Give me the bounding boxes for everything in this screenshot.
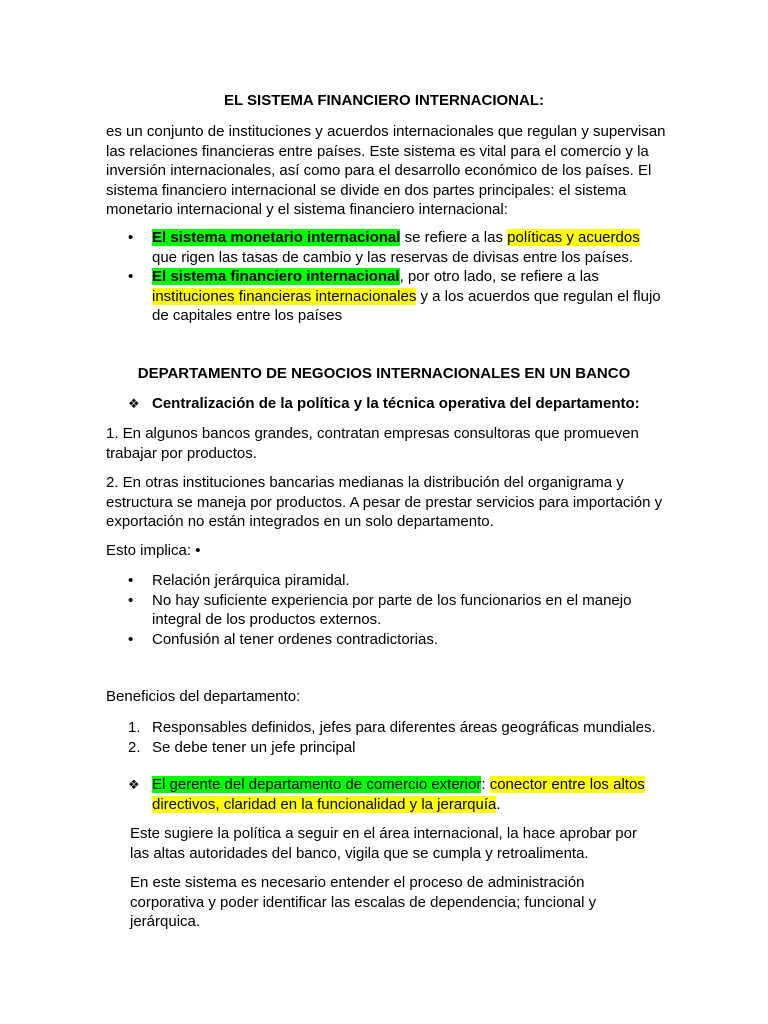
list-item <box>106 630 666 650</box>
highlighted-phrase: políticas y acuerdos <box>507 229 640 246</box>
bullet-icon: • <box>128 268 134 285</box>
list-text: : <box>481 776 490 793</box>
bullet-icon: • <box>128 630 134 648</box>
intro-paragraph: es un conjunto de instituciones y acuerdos internacionales que regulan y supervisan las relaciones financieras entre países. Este sistema es vital para el comercio y la inversión internacionales, así como para el desarrollo económico de los países. El sistema financiero internacional se divide en dos partes principales: el sistema monetario internacional y el sistema financiero internacional: <box>106 123 666 218</box>
subheading <box>106 394 666 414</box>
subheading-text: Centralización de la política y la técnica operativa del departamento: <box>152 395 640 412</box>
list-text: Responsables definidos, jefes para diferentes áreas geográficas mundiales. <box>152 719 656 736</box>
list-text: Se debe tener un jefe principal <box>152 738 356 756</box>
diamond-bullet-icon: ❖ <box>128 777 140 792</box>
gerente-list-item <box>106 775 666 814</box>
list-text: se refiere a las <box>400 229 508 246</box>
subheading-item <box>106 394 666 414</box>
paragraph-2: 2. En otras instituciones bancarias medianas la distribución del organigrama y estructura se maneja por productos. A pesar de prestar servicios para importación y exportación no están integrados en un solo departamento. <box>106 474 663 530</box>
list-item <box>106 738 666 758</box>
implica-list <box>106 571 666 649</box>
diamond-bullet-icon: ❖ <box>128 396 140 411</box>
gerente-item <box>106 775 666 814</box>
section-title-sistema-financiero: EL SISTEMA FINANCIERO INTERNACIONAL: <box>223 92 544 109</box>
list-text: , por otro lado, se refiere a las <box>399 268 599 285</box>
list-item <box>106 571 666 591</box>
list-text: y a los acuerdos que regulan el flujo de capitales entre los países <box>152 287 661 324</box>
bullet-icon: • <box>128 229 134 246</box>
list-text: Relación jerárquica piramidal. <box>152 572 350 589</box>
list-text: . <box>496 795 501 813</box>
bullet-icon: • <box>128 572 134 589</box>
paragraph-3: Este sugiere la política a seguir en el área internacional, la hace aprobar por las altas autoridades del banco, vigila que se cumpla y retroalimenta. <box>130 825 637 862</box>
section-title-departamento: DEPARTAMENTO DE NEGOCIOS INTERNACIONALES EN UN BANCO <box>137 365 631 382</box>
list-item <box>106 267 666 326</box>
list-item <box>106 718 666 738</box>
highlighted-phrase: instituciones financieras internacionales <box>152 287 417 305</box>
paragraph-4: En este sistema es necesario entender el proceso de administración corporativa y poder identificar las escalas de dependencia; funcional y jerárquica. <box>130 874 597 930</box>
beneficios-list <box>106 718 666 757</box>
bullet-icon: • <box>128 591 134 609</box>
paragraph-1: 1. En algunos bancos grandes, contratan empresas consultoras que promueven trabajar por productos. <box>106 425 639 462</box>
list-number: 1. <box>128 719 141 736</box>
sistema-bullet-list <box>106 228 666 326</box>
beneficios-label: Beneficios del departamento: <box>106 688 301 705</box>
highlighted-phrase: conector entre los altos directivos, claridad en la funcionalidad y la jerarquía <box>152 776 645 813</box>
highlighted-term: El sistema monetario internacional <box>152 229 401 246</box>
highlighted-term: El sistema financiero internacional <box>152 268 400 285</box>
list-text: que rigen las tasas de cambio y las reservas de divisas entre los países. <box>152 248 634 266</box>
highlighted-term: El gerente del departamento de comercio exterior <box>152 776 482 793</box>
list-item <box>106 591 666 630</box>
list-number: 2. <box>128 738 141 756</box>
list-text: No hay suficiente experiencia por parte de los funcionarios en el manejo integral de los productos externos. <box>152 591 632 628</box>
list-text: Confusión al tener ordenes contradictorias. <box>152 630 438 648</box>
implica-label: Esto implica: • <box>106 542 201 559</box>
list-item <box>106 228 666 267</box>
